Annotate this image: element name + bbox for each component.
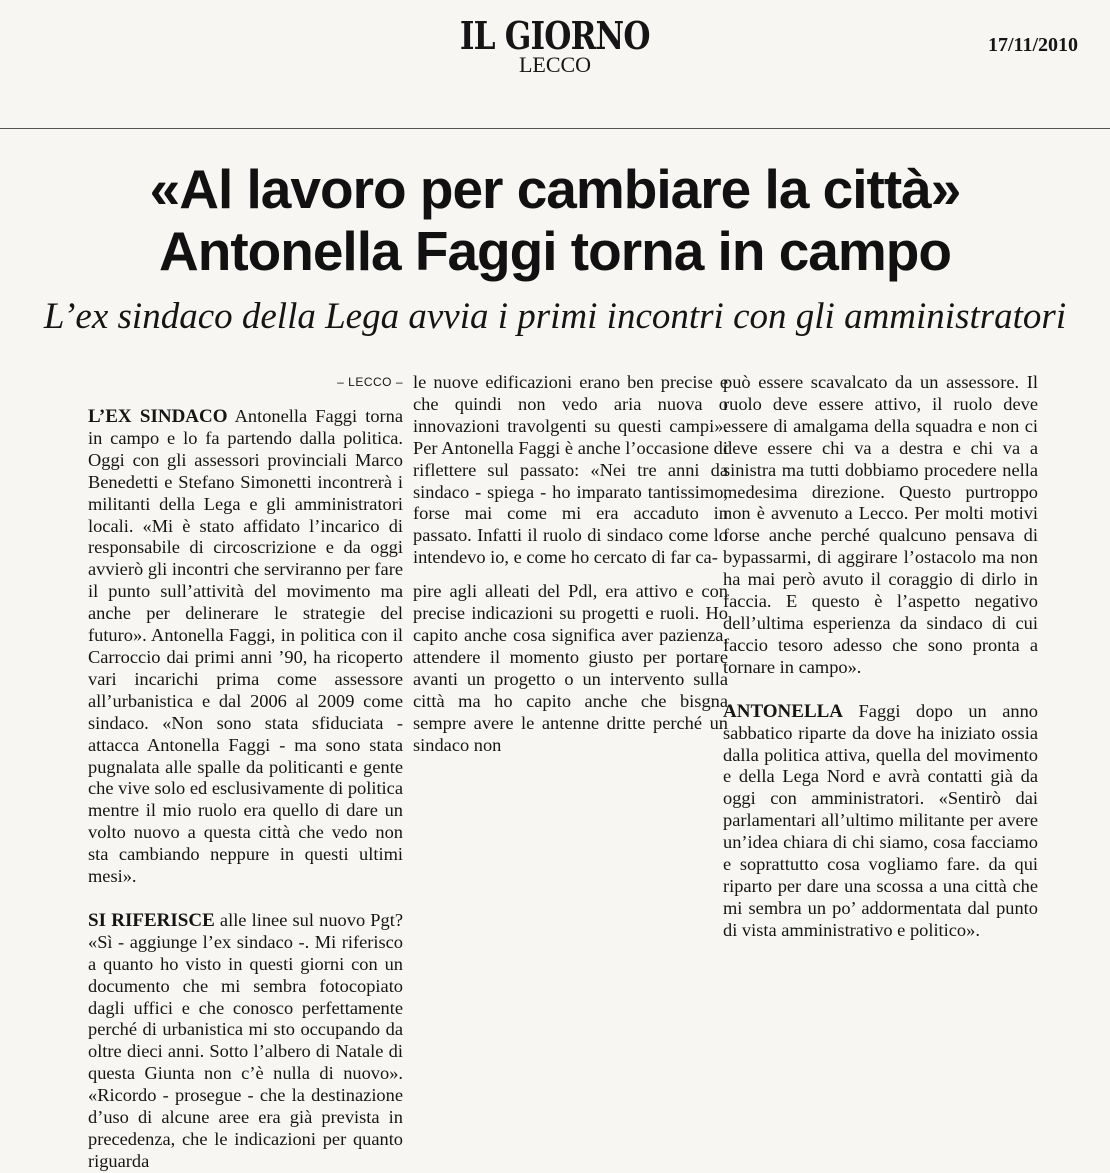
paragraph-text: alle linee sul nuovo Pgt? «Sì - aggiunge l’ex sindaco -. Mi riferisco a quanto ho visto in questi giorni con un documento che mi sembra fotocopiato dagli uffici e che conosco perfettamente perché di urbanistica mi sto occupando da oltre dieci anni. Sotto l’albero di Natale di questa Giunta non c’è nulla di nuovo». «Ricordo - prosegue - che la destinazione d’uso di alcune aree era già prevista in precedenza, che le indicazioni per quanto riguarda <box>88 909 403 1171</box>
newspaper-name: IL GIORNO <box>460 13 650 58</box>
paragraph-text: può essere scavalcato da un assessore. Il ruolo deve essere attivo, il ruolo deve essere di amalgama della squadra e non ci deve essere chi va a destra e chi va a sinistra ma tutti dobbiamo procedere nella medesima direzione. Questo purtroppo non è avvenuto a Lecco. Per molti motivi forse anche perché qualcuno pensava di bypassarmi, di aggirare l’ostacolo ma non ha mai però avuto il coraggio di dirlo in faccia. E questo è l’aspetto negativo dell’ultima esperienza da sindaco di cui faccio tesoro adesso che sono pronta a tornare in campo». <box>723 372 1038 677</box>
masthead-divider <box>0 128 1110 129</box>
paragraph-text: le nuove edificazioni erano ben precise e che quindi non vedo aria nuova o innovazioni travolgenti su questi campi». Per Antonella Faggi è anche l’occasione di riflettere sul passato: «Nei tre anni da sindaco - spiega - ho imparato tantissimo, forse mai come mi era accaduto in passato. Infatti il ruolo di sindaco come lo intendevo io, e come ho cercato di far ca- <box>413 372 728 568</box>
article-paragraph-2-cont <box>413 372 728 569</box>
subheadline: L’ex sindaco della Lega avvia i primi incontri con gli amministratori <box>43 296 1067 337</box>
paragraph-text: pire agli alleati del Pdl, era attivo e con precise indicazioni su progetti e ruoli. Ho capito anche cosa significa aver pazienza, attendere il momento giusto per portare avanti un progetto o un intervento sulla città ma ho capito anche che bisgna sempre avere le antenne dritte perché un sindaco non <box>413 581 728 755</box>
article-paragraph-2-end <box>723 372 1038 679</box>
masthead <box>0 14 1110 76</box>
dateline: – LECCO – <box>337 375 403 389</box>
article-column-1 <box>88 372 403 1173</box>
paragraph-lead: ANTONELLA <box>723 700 844 722</box>
paragraph-lead: L’EX SINDACO <box>88 406 228 427</box>
article-paragraph-1 <box>88 406 403 888</box>
article-paragraph-2 <box>88 910 403 1173</box>
headline <box>0 158 1110 282</box>
paragraph-text: Faggi dopo un anno sabbatico riparte da dove ha iniziato ossia dalla politica attiva, quella del movimento e della Lega Nord e avrà contatti già da oggi con amministratori. «Sentirò dai parlamentari all’ultimo militante per avere un’idea chiara di chi siamo, cosa facciamo e soprattutto cosa vogliamo fare. da qui riparto per dare una scossa a una città che mi sembra un po’ addormentata dal punto di vista amministrativo e politico». <box>723 700 1038 940</box>
publication-date: 17/11/2010 <box>987 34 1078 56</box>
article-column-2 <box>413 372 728 756</box>
headline-line-1: «Al lavoro per cambiare la città» <box>149 158 961 220</box>
article-paragraph-3 <box>723 701 1038 942</box>
article-paragraph-2-cont <box>413 581 728 756</box>
newspaper-edition: LECCO <box>518 52 592 77</box>
headline-line-2: Antonella Faggi torna in campo <box>159 220 951 282</box>
paragraph-text: Antonella Faggi torna in campo e lo fa partendo dalla politica. Oggi con gli assessori provinciali Marco Benedetti e Stefano Simonetti incontrerà i militanti della Lega e gli amministratori locali. «Mi è stato affidato l’incarico di responsabile di circoscrizione e da oggi avvierò gli incontri che serviranno per fare il punto sull’attività del movimento ma anche per delinerare le strategie del futuro». Antonella Faggi, in politica con il Carroccio dai primi anni ’90, ha ricoperto vari incarichi prima come assessore all’urbanistica e dal 2006 al 2009 come sindaco. «Non sono stata sfiduciata - attacca Antonella Faggi - ma sono stata pugnalata alle spalle da politicanti e gente che vive solo ed esclusivamente di politica mentre il mio ruolo era quello di dare un volto nuovo a questa città che vedo non sta cambiando neppure in questi ultimi mesi». <box>88 406 403 887</box>
article-column-3 <box>723 372 1038 942</box>
paragraph-lead: SI RIFERISCE <box>88 909 215 931</box>
